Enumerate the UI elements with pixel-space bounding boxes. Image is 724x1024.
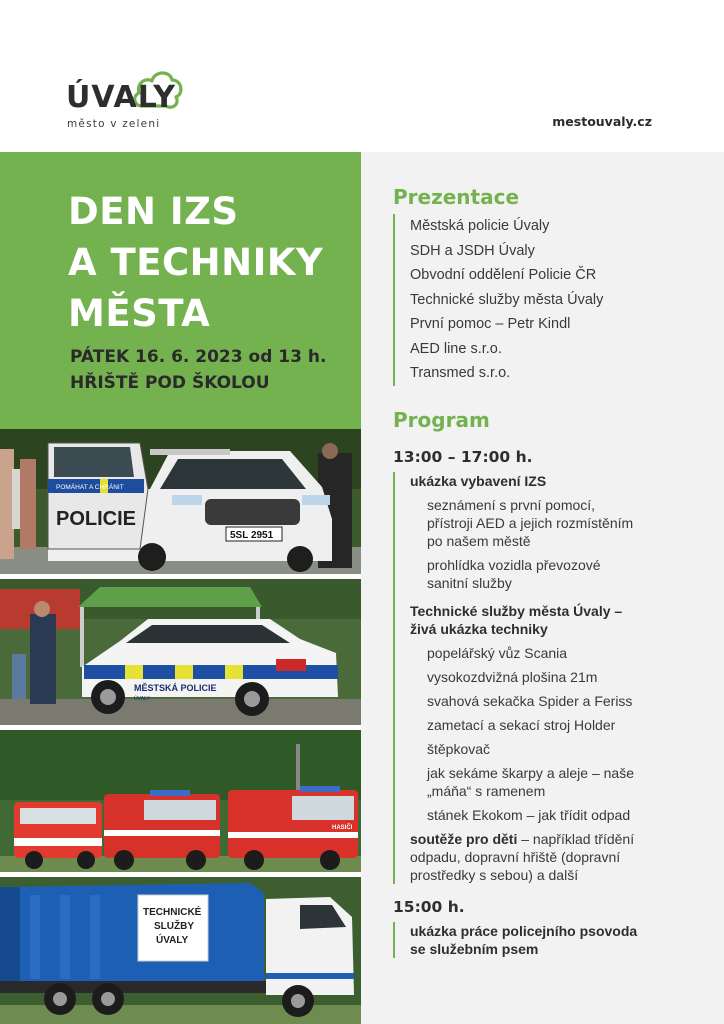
city-police-text: MĚSTSKÁ POLICIE <box>134 683 217 693</box>
event-title-line-1: DEN IZS <box>68 190 239 233</box>
list-item-line: „máňa“ s ramenem <box>427 783 546 799</box>
event-title-line-2: A TECHNIKY <box>68 241 324 284</box>
kids-line-1-rest: – například třídění <box>517 831 635 847</box>
photo-police-car <box>0 429 361 574</box>
dog-title-line: se služebním psem <box>410 941 539 957</box>
list-item: Obvodní oddělení Policie ČR <box>410 267 597 283</box>
ts-title-line: živá ukázka techniky <box>410 621 548 637</box>
program-time-1: 13:00 – 17:00 h. <box>393 448 533 466</box>
program-block-2 <box>393 922 693 958</box>
event-title-panel <box>0 152 361 429</box>
list-item-line: přístroji AED a jejich rozmístěním <box>427 515 634 531</box>
ts-title-line: Technické služby města Úvaly – <box>410 603 623 619</box>
program-heading: Program <box>393 408 490 432</box>
event-title <box>68 186 323 339</box>
list-item: Městská policie Úvaly <box>410 218 550 234</box>
kids-line-1 <box>410 830 693 848</box>
photo-garbage-truck <box>0 877 361 1024</box>
event-date-place <box>70 344 326 396</box>
program-block-1 <box>393 472 693 884</box>
list-item: vysokozdvižná plošina 21m <box>427 669 598 685</box>
list-item: SDH a JSDH Úvaly <box>410 242 535 259</box>
list-item: popelářský vůz Scania <box>427 645 568 661</box>
page-header <box>0 0 724 152</box>
list-item: První pomoc – Petr Kindl <box>410 316 571 332</box>
event-place: HŘIŠTĚ POD ŠKOLOU <box>70 373 270 393</box>
garbage-sign-line-2: SLUŽBY <box>154 921 194 932</box>
photo-fire-trucks <box>0 730 361 872</box>
police-stripe-text: POMÁHAT A CHRÁNIT <box>56 484 124 491</box>
list-item: AED line s.r.o. <box>410 340 502 357</box>
ts-items <box>410 644 693 824</box>
garbage-sign-line-1: TECHNICKÉ <box>143 907 202 918</box>
info-panel <box>361 152 724 1024</box>
list-item-line: sanitní služby <box>427 575 512 591</box>
kids-title: soutěže pro děti <box>410 831 518 847</box>
dog-title-line: ukázka práce policejního psovoda <box>410 923 638 939</box>
program-time-2: 15:00 h. <box>393 898 465 916</box>
fire-truck-text: HASIČI <box>332 825 353 831</box>
kids-line: prostředky s sebou) a další <box>410 867 579 883</box>
event-date: PÁTEK 16. 6. 2023 od 13 h. <box>70 347 327 367</box>
photo-collage <box>0 429 361 1024</box>
police-plate-text: 5SL 2951 <box>230 530 274 541</box>
presentation-heading: Prezentace <box>393 185 520 209</box>
photo-city-police-car <box>0 579 361 725</box>
list-item <box>427 764 693 800</box>
kids-block <box>410 830 693 884</box>
list-item: Transmed s.r.o. <box>410 365 511 381</box>
list-item: štěpkovač <box>427 741 491 757</box>
list-item-line: po našem městě <box>427 533 531 549</box>
website-link[interactable]: mestouvaly.cz <box>552 114 652 129</box>
event-title-line-3: MĚSTA <box>68 292 211 335</box>
logo-tagline: město v zeleni <box>67 118 161 130</box>
kids-line: odpadu, dopravní hřiště (dopravní <box>410 849 621 865</box>
list-item: stánek Ekokom – jak třídit odpad <box>427 807 631 823</box>
list-item: zametací a sekací stroj Holder <box>427 717 616 733</box>
ts-title <box>410 602 693 638</box>
list-item-line: prohlídka vozidla převozové <box>427 557 601 573</box>
list-item: svahová sekačka Spider a Feriss <box>427 693 633 709</box>
presentation-list <box>393 214 603 386</box>
police-door-text: POLICIE <box>56 508 137 530</box>
list-item: Technické služby města Úvaly <box>410 291 604 308</box>
list-item-line: jak sekáme škarpy a aleje – naše <box>427 765 634 781</box>
logo-wordmark: ÚVALY <box>66 80 176 115</box>
list-item <box>427 496 693 550</box>
izs-title: ukázka vybavení IZS <box>410 473 547 489</box>
garbage-sign-line-3: ÚVALY <box>156 935 189 946</box>
city-logo <box>66 68 196 132</box>
list-item <box>427 556 693 592</box>
list-item-line: seznámení s první pomocí, <box>427 497 596 513</box>
city-police-subtext: ÚVALY <box>134 696 150 702</box>
izs-items <box>410 496 693 592</box>
